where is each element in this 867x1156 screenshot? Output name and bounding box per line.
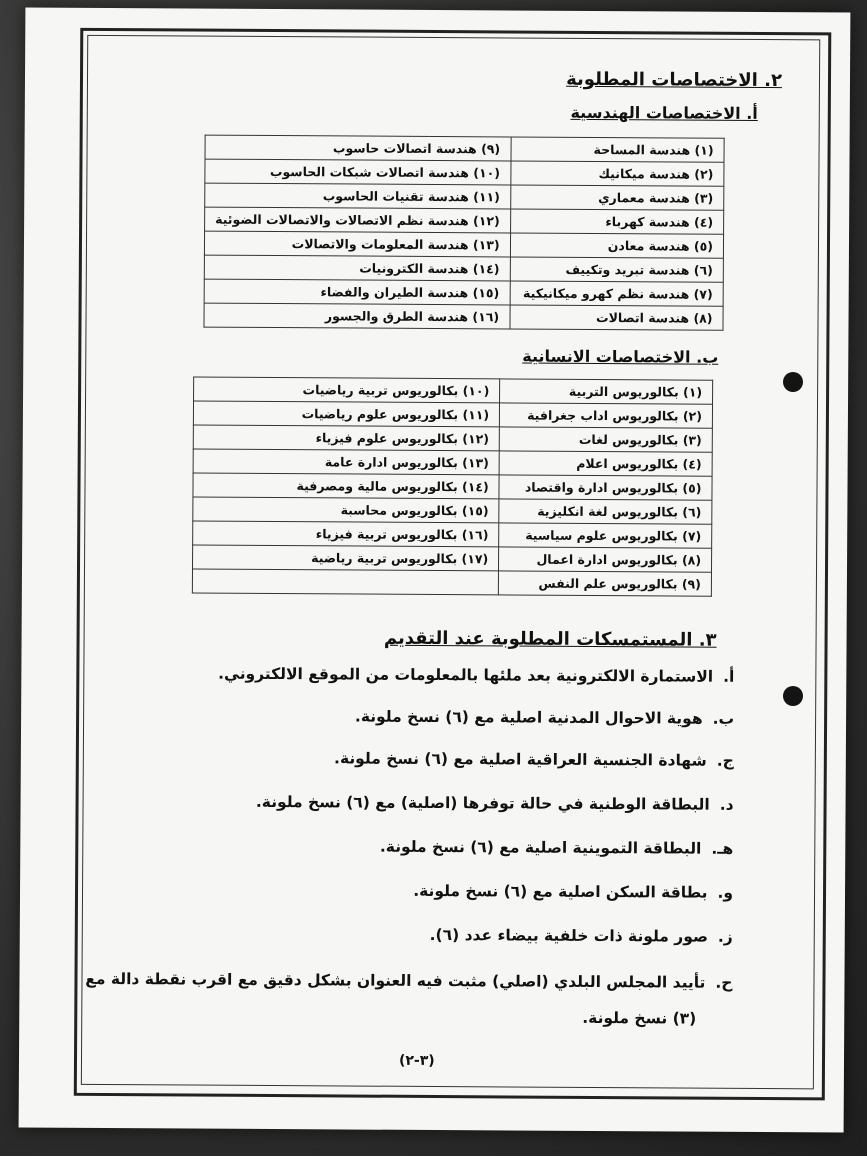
table-cell: (٦) هندسة تبريد وتكييف [510, 257, 724, 282]
item-letter: د. [719, 795, 734, 814]
humanities-table [192, 377, 713, 597]
item-letter: ز. [717, 927, 733, 946]
table-row [193, 521, 712, 548]
requirement-item [218, 665, 734, 686]
requirement-item [430, 926, 733, 946]
item-letter: ب. [712, 709, 735, 728]
table-row [204, 255, 723, 282]
table-cell: (١٦) بكالوريوس تربية فيزياء [193, 521, 499, 547]
table-cell: (١٥) بكالوريوس محاسبة [193, 497, 499, 523]
table-cell: (٤) بكالوريوس اعلام [499, 451, 712, 476]
item-letter: ح. [715, 973, 733, 992]
table-row [204, 231, 723, 258]
table-row [204, 303, 723, 330]
table-cell: (٢) هندسة ميكانيك [510, 161, 724, 186]
item-letter: و. [717, 883, 734, 902]
item-text: البطاقة الوطنية في حالة توفرها (اصلية) مع (٦) نسخ ملونة. [255, 792, 710, 814]
table-cell: (١٧) بكالوريوس تربية رياضية [193, 545, 499, 571]
humanities-heading: ب. الاختصاصات الانسانية [522, 346, 719, 367]
table-row [193, 545, 712, 572]
page-number: (٣-٢) [398, 1052, 435, 1070]
table-cell: (١٣) هندسة المعلومات والاتصالات [204, 231, 510, 257]
item-text: الاستمارة الالكترونية بعد ملئها بالمعلومات من الموقع الالكتروني. [218, 664, 714, 686]
table-cell: (٤) هندسة كهرباء [510, 209, 724, 234]
table-cell: (٥) بكالوريوس ادارة واقتصاد [499, 475, 712, 500]
requirement-item [355, 708, 734, 728]
table-cell: (٧) هندسة نظم كهرو ميكانيكية [510, 281, 724, 306]
table-cell: (١) هندسة المساحة [511, 137, 725, 162]
table-cell: (١٢) بكالوريوس علوم فيزياء [193, 425, 499, 451]
table-cell: (١١) بكالوريوس علوم رياضيات [193, 401, 499, 427]
requirement-item [256, 793, 734, 814]
table-cell: (٨) هندسة اتصالات [510, 305, 724, 330]
table-cell: (١١) هندسة تقنيات الحاسوب [205, 183, 511, 209]
table-row [194, 377, 713, 404]
item-letter: أ. [723, 667, 735, 686]
table-cell: (١٤) بكالوريوس مالية ومصرفية [193, 473, 499, 499]
table-row [205, 207, 724, 234]
item-letter: هـ. [711, 839, 734, 858]
table-cell: (١٠) هندسة اتصالات شبكات الحاسوب [205, 159, 511, 185]
punch-hole [783, 686, 803, 706]
item-text: صور ملونة ذات خلفية بيضاء عدد (٦). [429, 925, 709, 946]
table-cell [192, 569, 498, 595]
item-text: هوية الاحوال المدنية اصلية مع (٦) نسخ ملونة. [354, 707, 703, 728]
table-row [192, 569, 711, 596]
table-cell: (١) بكالوريوس التربية [500, 379, 713, 404]
table-cell: (١٣) بكالوريوس ادارة عامة [193, 449, 499, 475]
item-text: البطاقة التموينية اصلية مع (٦) نسخ ملونة. [379, 837, 702, 858]
table-cell: (٣) بكالوريوس لغات [499, 427, 712, 452]
table-cell: (١٤) هندسة الكترونيات [204, 255, 510, 281]
table-cell: (٢) بكالوريوس اداب جغرافية [500, 403, 713, 428]
table-row [193, 497, 712, 524]
table-cell: (٥) هندسة معادن [510, 233, 724, 258]
table-row [193, 401, 712, 428]
table-cell: (٦) بكالوريوس لغة انكليزية [499, 499, 712, 524]
engineering-heading: أ. الاختصاصات الهندسية [570, 102, 758, 123]
engineering-table [203, 135, 724, 331]
item-text: بطاقة السكن اصلية مع (٦) نسخ ملونة. [413, 881, 708, 902]
punch-hole [783, 372, 803, 392]
item-text: شهادة الجنسية العراقية اصلية مع (٦) نسخ ملونة. [334, 749, 707, 770]
table-cell: (٩) بكالوريوس علم النفس [499, 571, 712, 596]
table-cell: (٩) هندسة اتصالات حاسوب [205, 135, 511, 161]
table-row [205, 159, 724, 186]
table-row [193, 473, 712, 500]
table-cell: (٨) بكالوريوس ادارة اعمال [499, 547, 712, 572]
requirement-item [413, 882, 733, 902]
table-row [205, 183, 724, 210]
table-cell: (٧) بكالوريوس علوم سياسية [499, 523, 712, 548]
table-cell: (١٦) هندسة الطرق والجسور [204, 303, 510, 329]
table-row [205, 135, 724, 162]
table-row [193, 425, 712, 452]
table-cell: (١٥) هندسة الطيران والفضاء [204, 279, 510, 305]
table-row [204, 279, 723, 306]
table-cell: (١٢) هندسة نظم الاتصالات والاتصالات الضوئية [205, 207, 511, 233]
requirement-item [334, 749, 734, 769]
table-row [193, 449, 712, 476]
section-3-title: ٣. المستمسكات المطلوبة عند التقديم [383, 627, 717, 651]
section-2-title: ٢. الاختصاصات المطلوبة [566, 68, 783, 92]
item-text: تأييد المجلس البلدي (اصلي) مثبت فيه العنوان بشكل دقيق مع اقرب نقطة دالة مع [85, 969, 706, 992]
table-cell: (٣) هندسة معماري [510, 185, 724, 210]
document-page [19, 7, 851, 1132]
requirement-item-continuation: (٣) نسخ ملونة. [582, 1008, 697, 1028]
item-letter: ج. [716, 751, 734, 770]
requirement-item [380, 838, 733, 858]
table-cell: (١٠) بكالوريوس تربية رياضيات [194, 377, 500, 403]
